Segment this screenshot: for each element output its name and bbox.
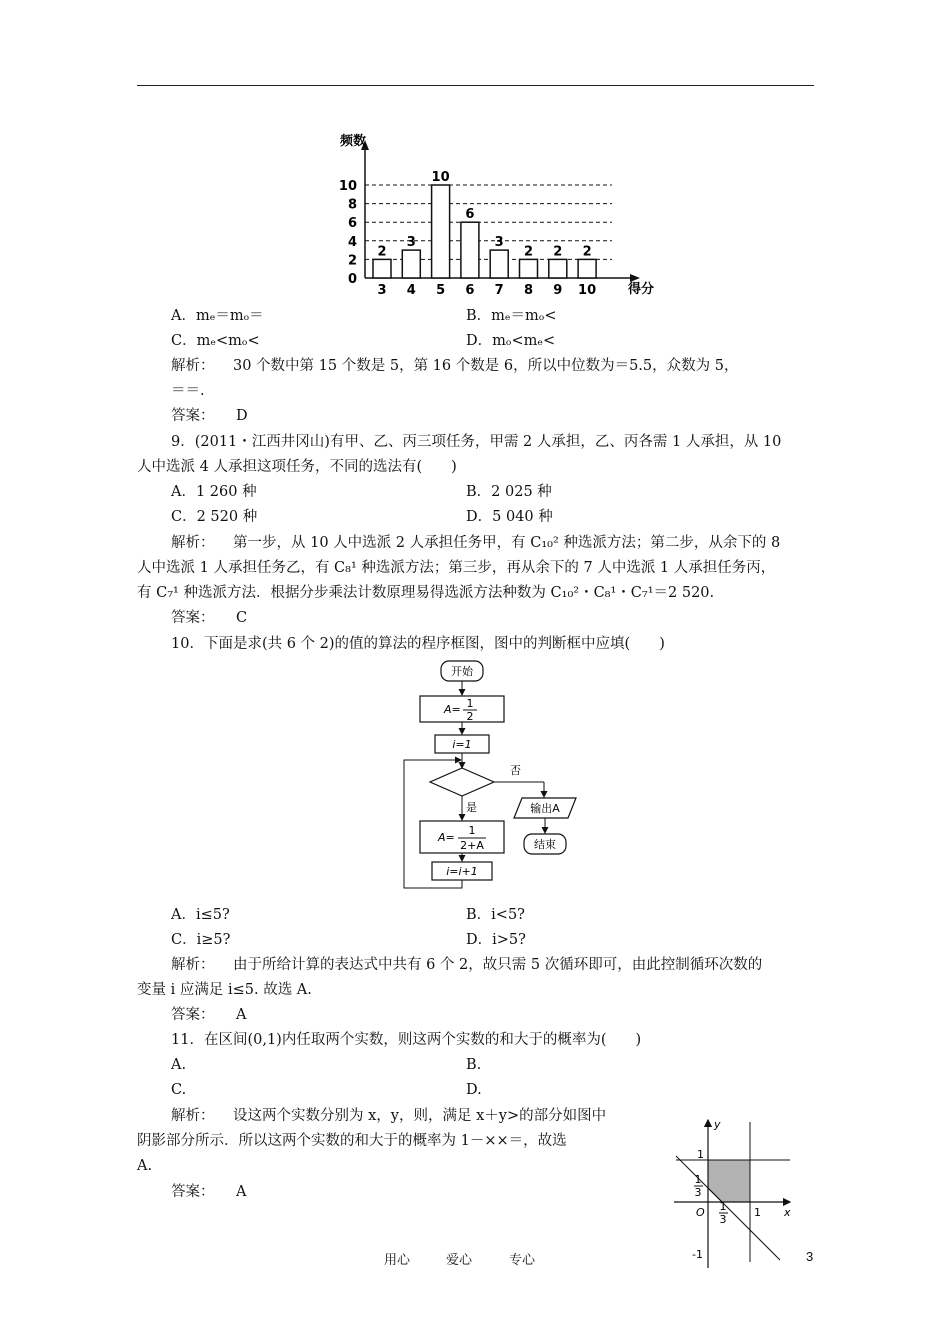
y-tick-label: 6	[347, 216, 357, 232]
flow-start-text: 开始	[451, 665, 473, 678]
header-rule	[137, 85, 814, 86]
q9-analysis-line3: 有 C₇¹ 种选派方法．根据分步乘法计数原理易得选派方法种数为 C₁₀²・C₈¹・C₇¹＝2 520.	[137, 585, 715, 601]
shaded-region	[708, 1160, 750, 1202]
graph-y-third-den: 3	[694, 1186, 702, 1199]
q11-analysis-label: 解析：	[171, 1108, 215, 1124]
q8-option-a: A．mₑ＝mₒ＝	[171, 308, 264, 324]
q10-analysis-label: 解析：	[171, 957, 215, 973]
y-axis-label: 频数	[340, 134, 367, 149]
x-axis-arrow	[630, 274, 640, 282]
bar	[373, 259, 391, 278]
q10-stem: 10．下面是求(共 6 个 2)的值的算法的程序框图，图中的判断框中应填( )	[171, 636, 665, 652]
flow-a-init-den: 2	[466, 710, 474, 723]
q9-analysis-line2: 人中选派 1 人承担任务乙，有 C₈¹ 种选派方法；第三步，再从余下的 7 人中选派 1 人承担任务丙，	[137, 560, 776, 576]
q10-option-b: B．i<5?	[466, 907, 525, 923]
x-tick-label: 3	[377, 283, 387, 298]
flow-a-update-den: 2+A	[460, 839, 484, 852]
y-tick-label: 2	[347, 253, 357, 269]
x-tick-label: 5	[436, 283, 446, 298]
y-tick-label: 4	[347, 234, 357, 250]
footer-text-3: 专心	[509, 1253, 536, 1268]
q8-answer-label: 答案：	[171, 408, 215, 424]
q11-analysis-line1: 设这两个实数分别为 x，y，则，满足 x＋y>的部分如图中	[233, 1108, 607, 1124]
graph-origin-label: O	[696, 1206, 705, 1219]
q11-option-b: B.	[466, 1057, 482, 1073]
bar-value-label: 3	[406, 235, 416, 251]
q10-answer-label: 答案：	[171, 1007, 215, 1023]
q10-analysis-line2: 变量 i 应满足 i≤5. 故选 A.	[137, 982, 312, 998]
q9-analysis-label: 解析：	[171, 535, 215, 551]
bar	[578, 259, 596, 278]
q8-option-b: B．mₑ＝mₒ<	[466, 308, 557, 324]
footer-text-1: 用心	[384, 1253, 411, 1268]
flow-a-update-lhs: A=	[438, 831, 455, 844]
flow-i-init-text: i=1	[452, 738, 472, 751]
bar	[461, 222, 479, 278]
graph-y-label: y	[714, 1118, 721, 1131]
histogram-chart	[330, 128, 660, 300]
x-tick-label: 9	[553, 283, 563, 298]
bar	[432, 185, 450, 278]
flowchart	[398, 656, 598, 892]
graph-x-third-den: 3	[719, 1213, 727, 1226]
q9-option-d: D．5 040 种	[466, 509, 553, 525]
q9-answer: C	[236, 610, 248, 626]
x-tick-label: 7	[494, 283, 504, 298]
q10-option-a: A．i≤5?	[171, 907, 230, 923]
q10-answer: A	[236, 1007, 247, 1023]
probability-region-graph	[670, 1112, 800, 1272]
q10-option-c: C．i≥5?	[171, 932, 231, 948]
flow-output-text: 输出A	[530, 802, 560, 815]
q11-stem: 11．在区间(0,1)内任取两个实数，则这两个实数的和大于的概率为( )	[171, 1032, 642, 1048]
page-number: 3	[806, 1249, 814, 1264]
q8-analysis-line2: ＝＝.	[171, 383, 205, 399]
flow-a-update-num: 1	[468, 824, 476, 837]
bar	[520, 259, 538, 278]
q9-stem-line1: 9．(2011・江西井冈山)有甲、乙、丙三项任务，甲需 2 人承担，乙、丙各需 1 人承担，从 10	[171, 434, 782, 450]
graph-y-one-label: 1	[697, 1148, 704, 1161]
q11-option-d: D.	[466, 1082, 482, 1098]
flow-a-init-lhs: A=	[444, 703, 461, 716]
q10-analysis-line1: 由于所给计算的表达式中共有 6 个 2，故只需 5 次循环即可，由此控制循环次数的	[233, 957, 763, 973]
y-tick-label: 0	[347, 272, 357, 287]
bar	[490, 250, 508, 278]
graph-y-third-num: 1	[694, 1173, 702, 1186]
bar-value-label: 2	[523, 244, 534, 260]
flow-yes-label: 是	[466, 801, 477, 814]
q8-option-d: D．mₒ<mₑ<	[466, 333, 556, 349]
q9-stem-line2: 人中选派 4 人承担这项任务，不同的选法有( )	[137, 459, 457, 475]
q9-option-b: B．2 025 种	[466, 484, 552, 500]
graph-x-label: x	[784, 1206, 791, 1219]
bar-value-label: 10	[431, 170, 450, 185]
x-tick-label: 4	[406, 283, 416, 298]
q8-option-c: C．mₑ<mₒ<	[171, 333, 260, 349]
flow-i-update-text: i=i+1	[446, 865, 478, 878]
q9-answer-label: 答案：	[171, 610, 215, 626]
flow-end-text: 结束	[534, 838, 556, 851]
q11-analysis-line2: 阴影部分所示．所以这两个实数的和大于的概率为 1－××＝，故选	[137, 1133, 567, 1149]
bar-value-label: 3	[494, 235, 504, 251]
x-tick-label: 6	[465, 283, 475, 298]
q11-analysis-line3: A.	[137, 1158, 153, 1174]
x-axis-label: 得分	[628, 282, 655, 297]
flow-decision	[430, 768, 494, 796]
footer-text-2: 爱心	[446, 1253, 473, 1268]
flow-a-init-box	[420, 696, 504, 722]
y-tick-label: 8	[347, 197, 357, 213]
graph-x-third-num: 1	[719, 1200, 727, 1213]
x-tick-label: 10	[578, 283, 597, 298]
bar	[402, 250, 420, 278]
bar-value-label: 2	[377, 244, 387, 260]
q8-answer: D	[236, 408, 248, 424]
q11-option-a: A.	[171, 1057, 187, 1073]
q11-answer: A	[236, 1184, 247, 1200]
q11-answer-label: 答案：	[171, 1184, 215, 1200]
bar	[549, 259, 567, 278]
q10-option-d: D．i>5?	[466, 932, 526, 948]
bar-value-label: 6	[465, 207, 475, 223]
q8-analysis-line1: 30 个数中第 15 个数是 5，第 16 个数是 6，所以中位数为＝5.5，众数为 5，	[233, 358, 739, 374]
x-tick-label: 8	[523, 283, 534, 298]
flow-no-label: 否	[510, 764, 521, 777]
q11-option-c: C.	[171, 1082, 187, 1098]
q9-option-c: C．2 520 种	[171, 509, 258, 525]
y-tick-label: 10	[338, 179, 357, 194]
bar-value-label: 2	[553, 244, 563, 260]
q8-analysis-label: 解析：	[171, 358, 215, 374]
graph-neg-one-label: -1	[692, 1248, 703, 1261]
q9-option-a: A．1 260 种	[171, 484, 257, 500]
q9-analysis-line1: 第一步，从 10 人中选派 2 人承担任务甲，有 C₁₀² 种选派方法；第二步，从余下的 8	[233, 535, 781, 551]
flow-a-init-num: 1	[466, 697, 474, 710]
bar-value-label: 2	[582, 244, 592, 260]
graph-x-one-label: 1	[754, 1206, 761, 1219]
